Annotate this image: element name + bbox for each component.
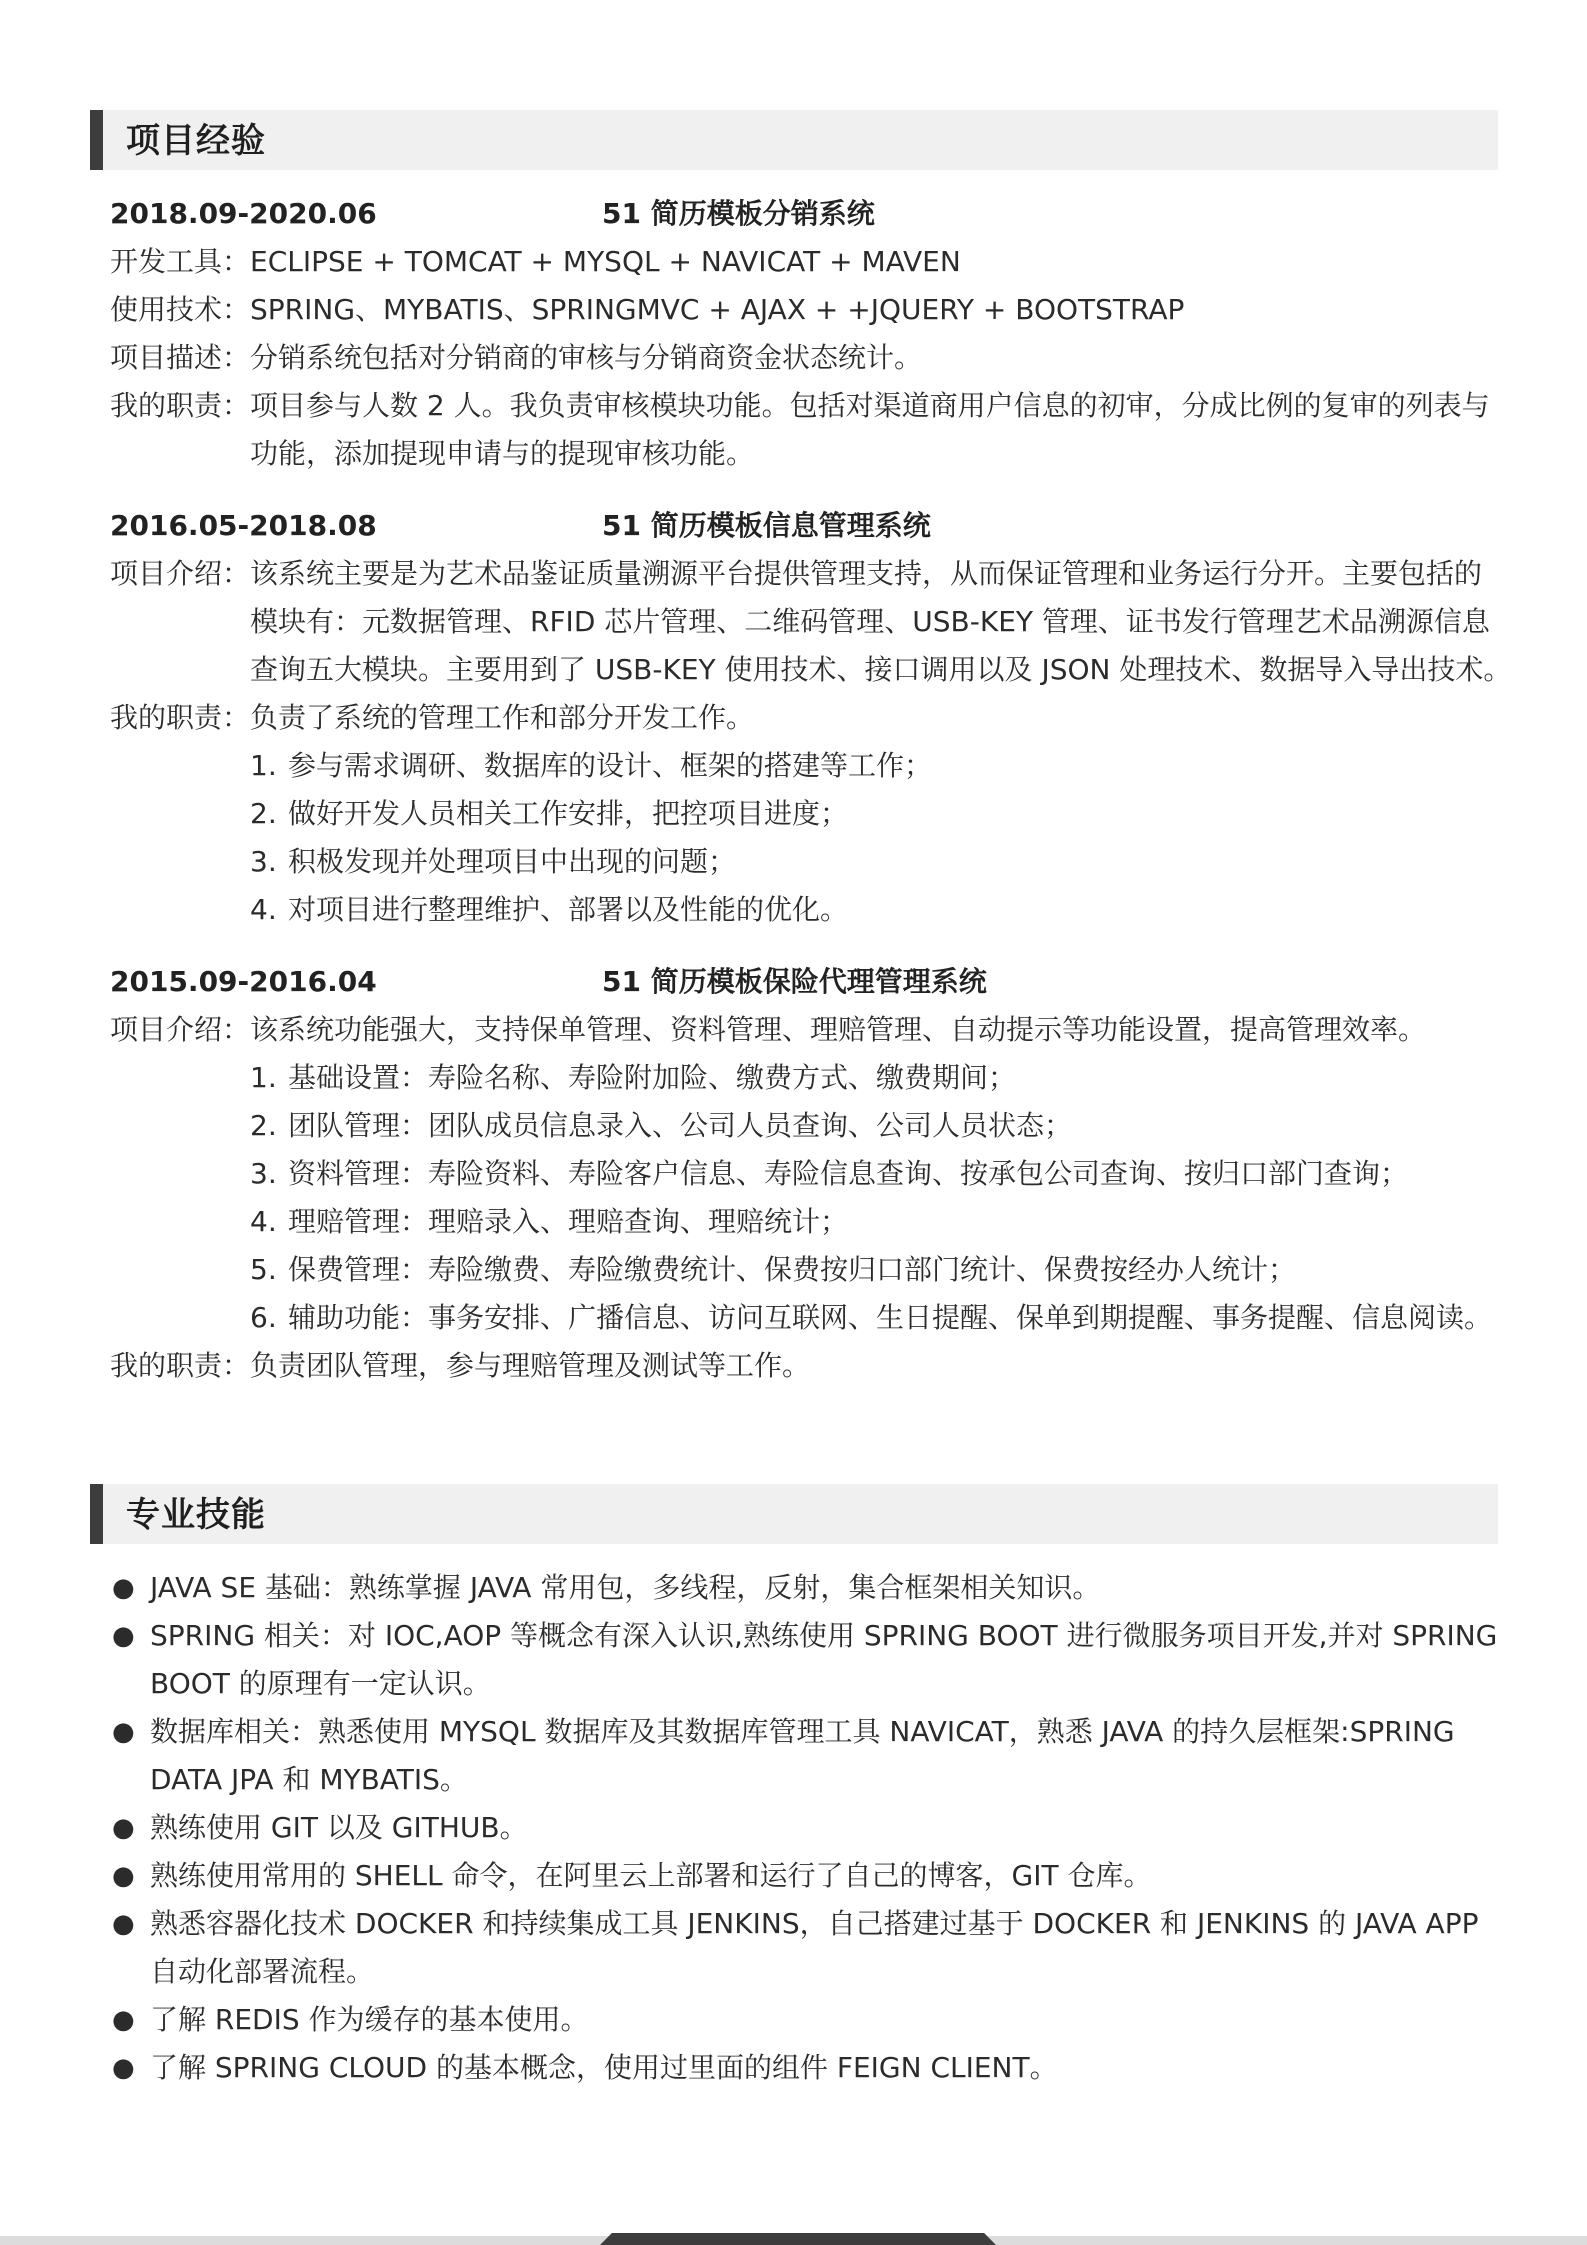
project-3-list-item <box>0 1246 1587 1294</box>
project-1-row-duty <box>0 382 1587 430</box>
project-2-list-item <box>0 886 1587 934</box>
item-text: 对项目进行整理维护、部署以及性能的优化。 <box>288 893 849 926</box>
project-3-duty-text: 负责团队管理，参与理赔管理及测试等工作。 <box>250 1349 811 1382</box>
bullet-icon: ● <box>112 1813 135 1843</box>
item-number: 1. <box>250 749 277 782</box>
project-3-period: 2015.09-2016.04 <box>110 965 377 998</box>
row-label: 项目描述： <box>110 341 251 374</box>
bullet-icon: ● <box>112 1909 135 1939</box>
item-number: 3. <box>250 845 277 878</box>
item-number: 2. <box>250 1109 277 1142</box>
skill-text-continued: DATA JPA 和 MYBATIS。 <box>150 1763 468 1796</box>
item-text: 辅助功能：事务安排、广播信息、访问互联网、生日提醒、保单到期提醒、事务提醒、信息阅读。 <box>288 1301 1493 1334</box>
project-1-name: 51 简历模板分销系统 <box>602 197 875 230</box>
row-label: 我的职责： <box>110 389 251 422</box>
project-2-name: 51 简历模板信息管理系统 <box>602 509 931 542</box>
projects-section-header <box>90 110 1498 170</box>
project-1-row-tech <box>0 286 1587 334</box>
project-3-duty-label: 我的职责： <box>110 1349 251 1382</box>
project-2-intro-label: 项目介绍： <box>110 557 251 590</box>
skill-item <box>0 1996 1587 2044</box>
skill-item <box>0 1612 1587 1660</box>
skill-text: 熟练使用常用的 SHELL 命令，在阿里云上部署和运行了自己的博客，GIT 仓库。 <box>150 1859 1152 1892</box>
item-text: 参与需求调研、数据库的设计、框架的搭建等工作； <box>288 749 933 782</box>
project-1-period: 2018.09-2020.06 <box>110 197 377 230</box>
project-2-list-item <box>0 838 1587 886</box>
skills-section-title: 专业技能 <box>126 1495 266 1535</box>
project-2-period: 2016.05-2018.08 <box>110 509 377 542</box>
skill-item <box>0 2044 1587 2092</box>
item-number: 6. <box>250 1301 277 1334</box>
item-text: 资料管理：寿险资料、寿险客户信息、寿险信息查询、按承包公司查询、按归口部门查询； <box>288 1157 1409 1190</box>
item-text: 团队管理：团队成员信息录入、公司人员查询、公司人员状态； <box>288 1109 1073 1142</box>
row-value: ECLIPSE + TOMCAT + MYSQL + NAVICAT + MAVEN <box>250 245 961 278</box>
section-accent-bar <box>90 110 103 170</box>
section-accent-bar <box>90 1484 103 1544</box>
item-text: 基础设置：寿险名称、寿险附加险、缴费方式、缴费期间； <box>288 1061 1017 1094</box>
project-3-intro-label: 项目介绍： <box>110 1013 251 1046</box>
skill-text: 了解 REDIS 作为缓存的基本使用。 <box>150 2003 589 2036</box>
project-3-list-item <box>0 1294 1587 1342</box>
skill-text: SPRING 相关：对 IOC,AOP 等概念有深入认识,熟练使用 SPRING BOOT 进行微服务项目开发,并对 SPRING <box>150 1619 1498 1652</box>
skill-item <box>0 1852 1587 1900</box>
projects-section-title: 项目经验 <box>126 121 266 161</box>
project-2-intro-line-2: 模块有：元数据管理、RFID 芯片管理、二维码管理、USB-KEY 管理、证书发行管理艺术品溯源信息 <box>250 605 1490 638</box>
bullet-icon: ● <box>112 2005 135 2035</box>
bullet-icon: ● <box>112 1573 135 1603</box>
item-number: 1. <box>250 1061 277 1094</box>
row-label: 开发工具： <box>110 245 251 278</box>
skill-text-continued: BOOT 的原理有一定认识。 <box>150 1667 491 1700</box>
row-value: 项目参与人数 2 人。我负责审核模块功能。包括对渠道商用户信息的初审，分成比例的复审的列表与 <box>250 389 1490 422</box>
skill-text: JAVA SE 基础：熟练掌握 JAVA 常用包，多线程，反射，集合框架相关知识。 <box>150 1571 1101 1604</box>
project-3-list-item <box>0 1198 1587 1246</box>
bullet-icon: ● <box>112 1861 135 1891</box>
bullet-icon: ● <box>112 2053 135 2083</box>
item-text: 保费管理：寿险缴费、寿险缴费统计、保费按归口部门统计、保费按经办人统计； <box>288 1253 1297 1286</box>
bullet-icon: ● <box>112 1621 135 1651</box>
skills-section-header <box>90 1484 1498 1544</box>
skill-text: 了解 SPRING CLOUD 的基本概念，使用过里面的组件 FEIGN CLIENT。 <box>150 2051 1058 2084</box>
item-number: 4. <box>250 1205 277 1238</box>
item-text: 积极发现并处理项目中出现的问题； <box>288 845 737 878</box>
project-2-duty-label: 我的职责： <box>110 701 251 734</box>
row-label: 使用技术： <box>110 293 251 326</box>
skill-text: 熟练使用 GIT 以及 GITHUB。 <box>150 1811 528 1844</box>
skill-text: 熟悉容器化技术 DOCKER 和持续集成工具 JENKINS，自己搭建过基于 DOCKER 和 JENKINS 的 JAVA APP <box>150 1907 1479 1940</box>
item-text: 理赔管理：理赔录入、理赔查询、理赔统计； <box>288 1205 849 1238</box>
project-2-list-item <box>0 742 1587 790</box>
item-text: 做好开发人员相关工作安排，把控项目进度； <box>288 797 849 830</box>
item-number: 4. <box>250 893 277 926</box>
project-1-row-duty-continued: 功能，添加提现申请与的提现审核功能。 <box>250 437 755 470</box>
project-3-list-item <box>0 1054 1587 1102</box>
item-number: 3. <box>250 1157 277 1190</box>
project-2-intro-line-1: 该系统主要是为艺术品鉴证质量溯源平台提供管理支持，从而保证管理和业务运行分开。主要包括的 <box>250 557 1483 590</box>
footer-accent-tab <box>600 2233 996 2245</box>
project-3-list-item <box>0 1102 1587 1150</box>
project-3-intro-text: 该系统功能强大，支持保单管理、资料管理、理赔管理、自动提示等功能设置，提高管理效率。 <box>250 1013 1427 1046</box>
skill-item <box>0 1804 1587 1852</box>
item-number: 5. <box>250 1253 277 1286</box>
skill-item <box>0 1900 1587 1948</box>
skill-item <box>0 1708 1587 1756</box>
row-value: SPRING、MYBATIS、SPRINGMVC + AJAX + +JQUERY + BOOTSTRAP <box>250 293 1185 326</box>
project-1-row-description <box>0 334 1587 382</box>
project-3-name: 51 简历模板保险代理管理系统 <box>602 965 987 998</box>
bullet-icon: ● <box>112 1717 135 1747</box>
project-1-row-tools <box>0 238 1587 286</box>
item-number: 2. <box>250 797 277 830</box>
row-value: 分销系统包括对分销商的审核与分销商资金状态统计。 <box>250 341 923 374</box>
project-2-intro-line-3: 查询五大模块。主要用到了 USB-KEY 使用技术、接口调用以及 JSON 处理技术、数据导入导出技术。 <box>250 653 1512 686</box>
project-2-duty-text: 负责了系统的管理工作和部分开发工作。 <box>250 701 755 734</box>
project-2-list-item <box>0 790 1587 838</box>
project-3-list-item <box>0 1150 1587 1198</box>
skill-item <box>0 1564 1587 1612</box>
skill-text-continued: 自动化部署流程。 <box>150 1955 375 1988</box>
skill-text: 数据库相关：熟悉使用 MYSQL 数据库及其数据库管理工具 NAVICAT，熟悉 JAVA 的持久层框架:SPRING <box>150 1715 1455 1748</box>
